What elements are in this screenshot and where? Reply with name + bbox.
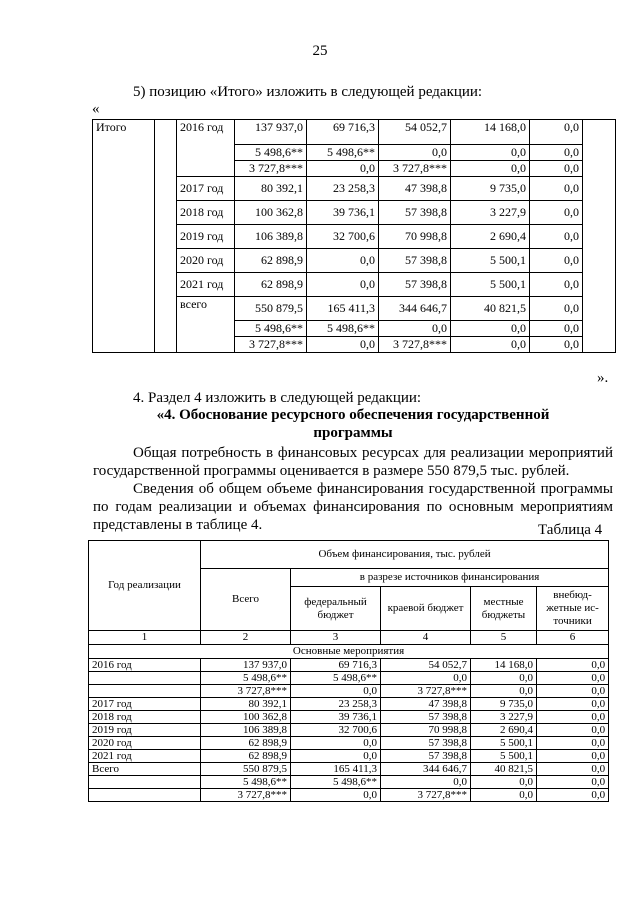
value-cell: 0,0 (537, 711, 609, 724)
year-cell (89, 776, 201, 789)
value-cell: 62 898,9 (201, 750, 291, 763)
value-cell: 0,0 (537, 685, 609, 698)
year-cell (89, 672, 201, 685)
head-extra: внебюд-жетные ис-точники (537, 587, 609, 631)
value-cell: 550 879,5 (201, 763, 291, 776)
value-cell: 0,0 (537, 789, 609, 802)
value-cell: 3 727,8*** (379, 161, 451, 177)
value-cell: 5 498,6** (291, 776, 381, 789)
value-cell: 0,0 (451, 161, 530, 177)
head-year: Год реализации (89, 541, 201, 631)
year-cell: 2019 год (89, 724, 201, 737)
head-federal: федеральный бюджет (291, 587, 381, 631)
section-title: Основные мероприятия (89, 645, 609, 659)
value-cell: 165 411,3 (307, 297, 379, 321)
value-cell: 0,0 (530, 321, 583, 337)
value-cell: 344 646,7 (379, 297, 451, 321)
value-cell: 0,0 (530, 297, 583, 321)
table-row (89, 711, 609, 724)
value-cell: 0,0 (471, 789, 537, 802)
value-cell: 47 398,8 (381, 698, 471, 711)
value-cell: 165 411,3 (291, 763, 381, 776)
value-cell: 2 690,4 (471, 724, 537, 737)
value-cell: 0,0 (530, 201, 583, 225)
paragraph-1-line-2: государственной программы оценивается в размере 550 879,5 тыс. рублей. (93, 463, 570, 479)
value-cell: 0,0 (307, 249, 379, 273)
value-cell: 0,0 (381, 672, 471, 685)
value-cell: 2 690,4 (451, 225, 530, 249)
table-row (89, 724, 609, 737)
value-cell: 0,0 (379, 321, 451, 337)
value-cell: 0,0 (451, 145, 530, 161)
value-cell: 0,0 (537, 737, 609, 750)
value-cell: 0,0 (381, 776, 471, 789)
head-regional: краевой бюджет (381, 587, 471, 631)
value-cell: 100 362,8 (235, 201, 307, 225)
value-cell: 57 398,8 (381, 711, 471, 724)
heading-line-2: программы (313, 425, 393, 441)
year-cell: всего (177, 297, 235, 353)
heading-line-1: «4. Обоснование ресурсного обеспечения государственной (156, 407, 550, 423)
year-cell: 2018 год (89, 711, 201, 724)
year-cell: 2020 год (89, 737, 201, 750)
year-cell: 2021 год (177, 273, 235, 297)
itogo-table (92, 119, 616, 353)
value-cell: 69 716,3 (291, 659, 381, 672)
year-cell: 2016 год (89, 659, 201, 672)
value-cell: 23 258,3 (307, 177, 379, 201)
value-cell: 14 168,0 (471, 659, 537, 672)
value-cell: 0,0 (537, 659, 609, 672)
table-row (89, 659, 609, 672)
value-cell: 5 498,6** (201, 776, 291, 789)
year-cell: 2019 год (177, 225, 235, 249)
value-cell: 32 700,6 (291, 724, 381, 737)
value-cell: 0,0 (530, 249, 583, 273)
head-volume: Объем финансирования, тыс. рублей (201, 541, 609, 569)
year-cell: 2018 год (177, 201, 235, 225)
value-cell: 40 821,5 (451, 297, 530, 321)
value-cell: 23 258,3 (291, 698, 381, 711)
value-cell: 0,0 (530, 337, 583, 353)
value-cell: 62 898,9 (201, 737, 291, 750)
value-cell: 0,0 (471, 672, 537, 685)
head-sources: в разрезе источников финансирования (291, 569, 609, 587)
value-cell: 0,0 (307, 273, 379, 297)
col-number: 4 (381, 631, 471, 645)
value-cell: 0,0 (471, 685, 537, 698)
col-number: 6 (537, 631, 609, 645)
value-cell: 80 392,1 (201, 698, 291, 711)
value-cell: 5 500,1 (471, 737, 537, 750)
value-cell: 62 898,9 (235, 273, 307, 297)
value-cell: 106 389,8 (201, 724, 291, 737)
value-cell: 3 227,9 (451, 201, 530, 225)
year-cell: 2016 год (177, 120, 235, 177)
value-cell: 5 500,1 (471, 750, 537, 763)
value-cell: 3 727,8*** (379, 337, 451, 353)
value-cell: 0,0 (530, 145, 583, 161)
col-number: 2 (201, 631, 291, 645)
itogo-label: Итого (93, 120, 155, 353)
value-cell: 3 727,8*** (201, 789, 291, 802)
value-cell: 62 898,9 (235, 249, 307, 273)
value-cell: 3 227,9 (471, 711, 537, 724)
value-cell: 70 998,8 (379, 225, 451, 249)
value-cell: 40 821,5 (471, 763, 537, 776)
value-cell: 0,0 (291, 737, 381, 750)
table-row (89, 776, 609, 789)
intro-line: 5) позицию «Итого» изложить в следующей редакции: (133, 84, 483, 100)
value-cell: 9 735,0 (451, 177, 530, 201)
blank-cell (155, 120, 177, 353)
head-total: Всего (201, 569, 291, 631)
value-cell: 0,0 (530, 120, 583, 145)
year-cell: 2020 год (177, 249, 235, 273)
col-number: 3 (291, 631, 381, 645)
value-cell: 69 716,3 (307, 120, 379, 145)
value-cell: 9 735,0 (471, 698, 537, 711)
paragraph-2-line-3: представлены в таблице 4. (93, 517, 263, 533)
value-cell: 0,0 (307, 337, 379, 353)
page-number: 25 (312, 43, 328, 59)
paragraph-2-line-1: Сведения об общем объеме финансирования государственной программы (133, 481, 613, 497)
value-cell: 0,0 (537, 763, 609, 776)
table-row (89, 698, 609, 711)
value-cell: 0,0 (291, 685, 381, 698)
value-cell: 0,0 (307, 161, 379, 177)
value-cell: 137 937,0 (201, 659, 291, 672)
value-cell: 5 498,6** (235, 145, 307, 161)
value-cell: 106 389,8 (235, 225, 307, 249)
value-cell: 5 500,1 (451, 249, 530, 273)
value-cell: 0,0 (537, 750, 609, 763)
paragraph-1-line-1: Общая потребность в финансовых ресурсах для реализации мероприятий (133, 445, 613, 461)
value-cell: 3 727,8*** (201, 685, 291, 698)
value-cell: 0,0 (451, 337, 530, 353)
year-cell: Всего (89, 763, 201, 776)
value-cell: 0,0 (537, 776, 609, 789)
table-row (93, 120, 616, 145)
open-quote: « (92, 101, 100, 117)
value-cell: 0,0 (530, 225, 583, 249)
value-cell: 5 500,1 (451, 273, 530, 297)
value-cell: 0,0 (291, 750, 381, 763)
year-cell (89, 685, 201, 698)
value-cell: 5 498,6** (235, 321, 307, 337)
value-cell: 70 998,8 (381, 724, 471, 737)
value-cell: 32 700,6 (307, 225, 379, 249)
value-cell: 57 398,8 (379, 201, 451, 225)
section4-line: 4. Раздел 4 изложить в следующей редакции: (133, 390, 422, 406)
value-cell: 3 727,8*** (235, 161, 307, 177)
value-cell: 57 398,8 (381, 737, 471, 750)
value-cell: 0,0 (537, 672, 609, 685)
col-number: 1 (89, 631, 201, 645)
value-cell: 14 168,0 (451, 120, 530, 145)
head-local: местные бюджеты (471, 587, 537, 631)
value-cell: 0,0 (530, 177, 583, 201)
value-cell: 57 398,8 (381, 750, 471, 763)
table-row (89, 763, 609, 776)
table-row (89, 789, 609, 802)
table-row (89, 750, 609, 763)
value-cell: 0,0 (530, 273, 583, 297)
year-cell (89, 789, 201, 802)
value-cell: 0,0 (291, 789, 381, 802)
value-cell: 5 498,6** (307, 145, 379, 161)
value-cell: 57 398,8 (379, 273, 451, 297)
paragraph-2-line-2: по годам реализации и объемах финансирования по основным мероприятиям (93, 499, 613, 515)
value-cell: 80 392,1 (235, 177, 307, 201)
value-cell: 54 052,7 (379, 120, 451, 145)
table-row (89, 685, 609, 698)
year-cell: 2021 год (89, 750, 201, 763)
value-cell: 3 727,8*** (235, 337, 307, 353)
table-row (89, 672, 609, 685)
value-cell: 137 937,0 (235, 120, 307, 145)
value-cell: 0,0 (530, 161, 583, 177)
value-cell: 39 736,1 (307, 201, 379, 225)
year-cell: 2017 год (89, 698, 201, 711)
value-cell: 5 498,6** (201, 672, 291, 685)
close-quote: ». (597, 370, 609, 386)
col-number: 5 (471, 631, 537, 645)
value-cell: 39 736,1 (291, 711, 381, 724)
table4-caption: Таблица 4 (538, 522, 603, 538)
value-cell: 0,0 (537, 698, 609, 711)
value-cell: 3 727,8*** (381, 685, 471, 698)
value-cell: 3 727,8*** (381, 789, 471, 802)
value-cell: 47 398,8 (379, 177, 451, 201)
value-cell: 5 498,6** (307, 321, 379, 337)
value-cell: 0,0 (537, 724, 609, 737)
value-cell: 0,0 (451, 321, 530, 337)
table-row (89, 737, 609, 750)
value-cell: 57 398,8 (379, 249, 451, 273)
year-cell: 2017 год (177, 177, 235, 201)
value-cell: 0,0 (379, 145, 451, 161)
value-cell: 344 646,7 (381, 763, 471, 776)
value-cell: 54 052,7 (381, 659, 471, 672)
value-cell: 5 498,6** (291, 672, 381, 685)
table-4 (88, 540, 609, 802)
value-cell: 0,0 (471, 776, 537, 789)
value-cell: 100 362,8 (201, 711, 291, 724)
value-cell: 550 879,5 (235, 297, 307, 321)
blank-cell (583, 120, 616, 353)
